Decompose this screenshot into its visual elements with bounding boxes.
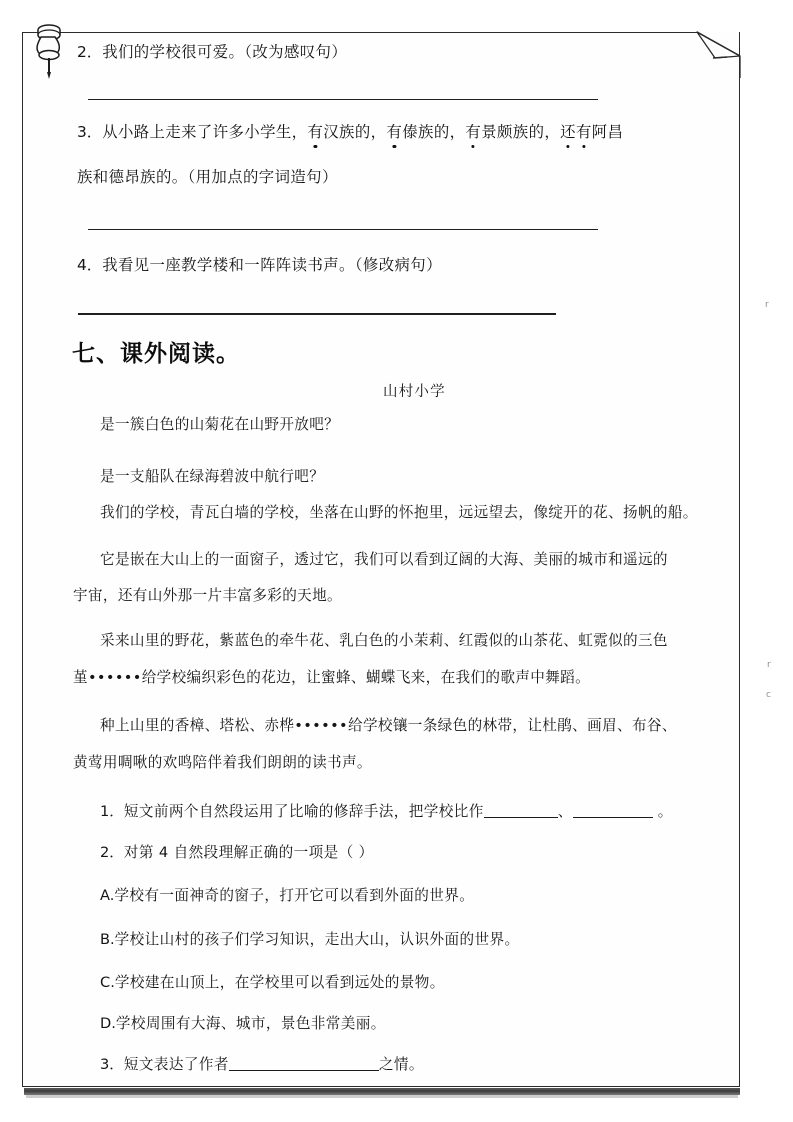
reading-question-3 [100,1053,424,1074]
option-c-text: 学校建在山顶上，在学校里可以看到远处的景物。 [114,974,445,991]
passage-p5-l1: 采来山里的野花，紫蓝色的牵牛花、乳白色的小茉莉、红霞似的山茶花、虹霓似的三色 [100,632,668,649]
passage-p2-l1: 是一支船队在绿海碧波中航行吧？ [100,468,325,485]
answer-rule-2[interactable] [88,99,598,100]
reading-question-1-text: 短文前两个自然段运用了比喻的修辞手法，把学校比作 [123,803,484,820]
sentence-exercise-4-number: 4． [77,256,103,274]
passage-title: 山村小学 [383,384,446,400]
passage-p3-l1: 我们的学校，青瓦白墙的学校，坐落在山野的怀抱里，远远望去，像绽开的花、扬帆的船。 [100,504,698,521]
sentence-exercise-3-seg-2: 傣族的， [402,123,466,141]
sentence-exercise-3-line-1 [77,120,623,142]
option-a-label: A. [100,887,115,904]
sentence-exercise-3-number: 3． [77,123,103,141]
emphasis-char-3: 有 [465,120,481,142]
option-d-text: 学校周围有大海、城市，景色非常美丽。 [115,1015,386,1032]
reading-question-1-blank-2[interactable] [573,817,653,818]
sentence-exercise-3-seg-3: 景颇族的， [481,123,561,141]
sentence-exercise-2 [77,40,347,62]
page-bottom-shadow-2 [26,1095,738,1098]
sentence-exercise-2-text: 我们的学校很可爱。（改为感叹句） [102,43,348,61]
sentence-exercise-4-text: 我看见一座教学楼和一阵阵读书声。（修改病句） [102,256,442,274]
answer-rule-3[interactable] [88,229,598,230]
emphasis-char-2: 有 [386,120,402,142]
reading-question-3-post: 之情。 [378,1056,424,1073]
reading-question-1-separator: 、 [557,803,573,820]
reading-question-1 [100,800,673,821]
scan-speckle-1: r [765,300,769,310]
scan-speckle-2: r [767,660,771,670]
sentence-exercise-3-seg-4: 阿昌 [591,123,624,141]
reading-question-2-option-c[interactable] [100,971,445,992]
sentence-exercise-2-number: 2． [77,43,103,61]
pushpin-icon [27,22,71,82]
option-b-label: B. [100,931,115,948]
emphasis-char-4: 还 [560,120,576,142]
reading-question-1-number: 1． [100,803,124,820]
sentence-exercise-3-text-line2: 族和德昂族的。（用加点的字词造句） [77,168,338,186]
scan-speckle-3: c [766,690,771,700]
page-bottom-shadow [24,1088,740,1095]
passage-p5-l2: 堇••••••给学校编织彩色的花边，让蜜蜂、蝴蝶飞来，在我们的歌声中舞蹈。 [73,669,591,686]
reading-question-2-number: 2． [100,844,124,861]
passage-p6-l1: 种上山里的香樟、塔松、赤桦••••••给学校镶一条绿色的林带，让杜鹃、画眉、布谷、 [100,717,677,734]
emphasis-char-5: 有 [576,120,592,142]
folded-corner [695,30,743,78]
reading-question-2-text: 对第 4 自然段理解正确的一项是（ ） [123,844,374,861]
reading-question-1-blank-1[interactable] [484,817,558,818]
emphasis-char-1: 有 [307,120,323,142]
reading-question-1-period: 。 [657,803,673,820]
sentence-exercise-4 [77,253,442,275]
reading-question-3-number: 3． [100,1056,124,1073]
sentence-exercise-3-line-2 [77,165,338,187]
passage-p6-l2: 黄莺用啁啾的欢鸣陪伴着我们朗朗的读书声。 [73,754,372,771]
section-heading: 七、课外阅读。 [72,341,240,367]
reading-question-2-option-a[interactable] [100,884,474,905]
answer-rule-4[interactable] [78,313,556,315]
passage-p1-l1: 是一簇白色的山菊花在山野开放吧？ [100,416,340,433]
option-b-text: 学校让山村的孩子们学习知识，走出大山，认识外面的世界。 [114,931,520,948]
reading-question-2-option-d[interactable] [100,1012,386,1033]
reading-question-3-blank[interactable] [229,1070,379,1071]
sentence-exercise-3-seg-1: 汉族的， [323,123,387,141]
option-a-text: 学校有一面神奇的窗子，打开它可以看到外面的世界。 [114,887,475,904]
reading-question-2-option-b[interactable] [100,928,520,949]
paper-top-edge [22,32,697,33]
option-d-label: D. [100,1015,116,1032]
sentence-exercise-3-seg-pre: 从小路上走来了许多小学生， [102,123,308,141]
passage-p4-l1: 它是嵌在大山上的一面窗子，透过它，我们可以看到辽阔的大海、美丽的城市和遥远的 [100,551,668,568]
reading-question-2 [100,841,374,862]
passage-p4-l2: 宇宙，还有山外那一片丰富多彩的天地。 [73,587,342,604]
reading-question-3-text: 短文表达了作者 [123,1056,229,1073]
option-c-label: C. [100,974,115,991]
